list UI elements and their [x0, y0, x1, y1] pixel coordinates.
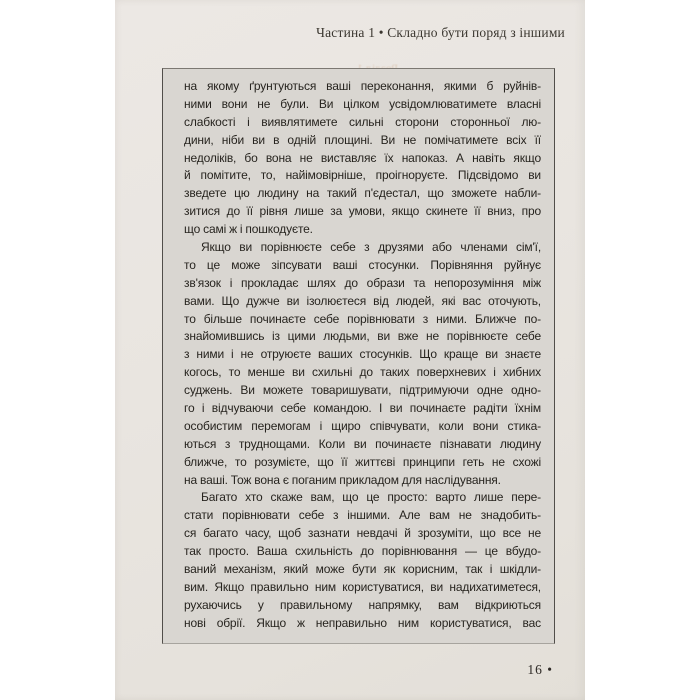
text-line: Якщо ви порівнюєте себе з друзями або членами сім'ї, [201, 240, 541, 255]
text-line: нові обрії. Якщо ж неправильно ним користуватися, вас [184, 615, 541, 630]
text-line: зведете цю людину на такий п'єдестал, що зможете набли- [184, 186, 541, 201]
text-line: то більше починаєте себе порівнювати з ними. Ближче по- [184, 311, 541, 326]
text-line: зв'язок і прокладає шлях до образи та непорозуміння між [184, 275, 541, 290]
text-line: так просто. Ваша схильність до порівнювання — це вбудо- [184, 544, 541, 559]
text-line: недоліків, бо вона не виставляє їх напоказ. А навіть якщо [184, 150, 541, 165]
text-line: Багато хто скаже вам, що це просто: варто лише пере- [201, 490, 541, 505]
text-line: ближче, то розумієте, що її життєві принципи геть не схожі [184, 454, 541, 469]
page-number: 16 • [527, 662, 553, 677]
text-line: ються з труднощами. Коли ви починаєте пізнавати людину [184, 436, 541, 451]
text-line: знайомившись із цими людьми, ви вже не порівнюєте себе [184, 329, 541, 344]
text-line: ними вони не були. Ви цілком усвідомлюватимете власні [184, 96, 541, 111]
running-header: Частина 1 • Складно бути поряд з іншими [316, 25, 565, 40]
text-line: з ними і не отруюєте ваших стосунків. Що краще ви знаєте [184, 347, 541, 362]
text-line: ваний механізм, який може бути як корисним, так і шкідли- [184, 562, 541, 577]
text-line: особистим перемогам і щиро співчувати, коли вони стика- [184, 418, 541, 433]
text-line: вами. Що дужче ви ізолюєтеся від людей, які вас оточують, [184, 293, 541, 308]
text-line: когось, то менше ви схильні до таких поверхневих і хибних [184, 365, 541, 380]
text-line: вим. Якщо правильно ним користуватися, ви надихатиметеся, [184, 579, 541, 594]
text-line: то це може зіпсувати ваші стосунки. Порівняння руйнує [184, 257, 541, 272]
text-line: стати порівнювати себе з іншими. Але вам не знадобить- [184, 508, 541, 523]
text-line: на якому ґрунтуються ваші переконання, якими б руйнів- [184, 79, 541, 93]
text-line: зитися до її рівня лише за умови, якщо скинете її вниз, про [184, 204, 541, 219]
text-line: слабкості і виявлятимете сильні сторони сторонньої лю- [184, 114, 541, 129]
text-line: ся багато часу, щоб зазнати невдачі й зрозуміти, що все не [184, 526, 541, 541]
text-line: що самі ж і пошкодуєте. [184, 222, 313, 237]
excerpt-box [162, 68, 555, 644]
text-line: й помітите, то, найімовірніше, проігноруєте. Підсвідомо ви [184, 168, 541, 183]
text-line: суджень. Ви можете товаришувати, підтримуючи одне одно- [184, 383, 541, 398]
text-line: го і відчуваючи себе командою. І ви починаєте радіти їхнім [184, 401, 541, 416]
text-line: дини, ніби ви в одній площині. Ви не помічатимете всіх її [184, 132, 541, 147]
text-line: на ваші. Тож вона є поганим прикладом для наслідування. [184, 472, 501, 487]
text-line: рухаючись у правильному напрямку, вам відкриються [184, 597, 541, 612]
book-page-photo [115, 0, 585, 700]
